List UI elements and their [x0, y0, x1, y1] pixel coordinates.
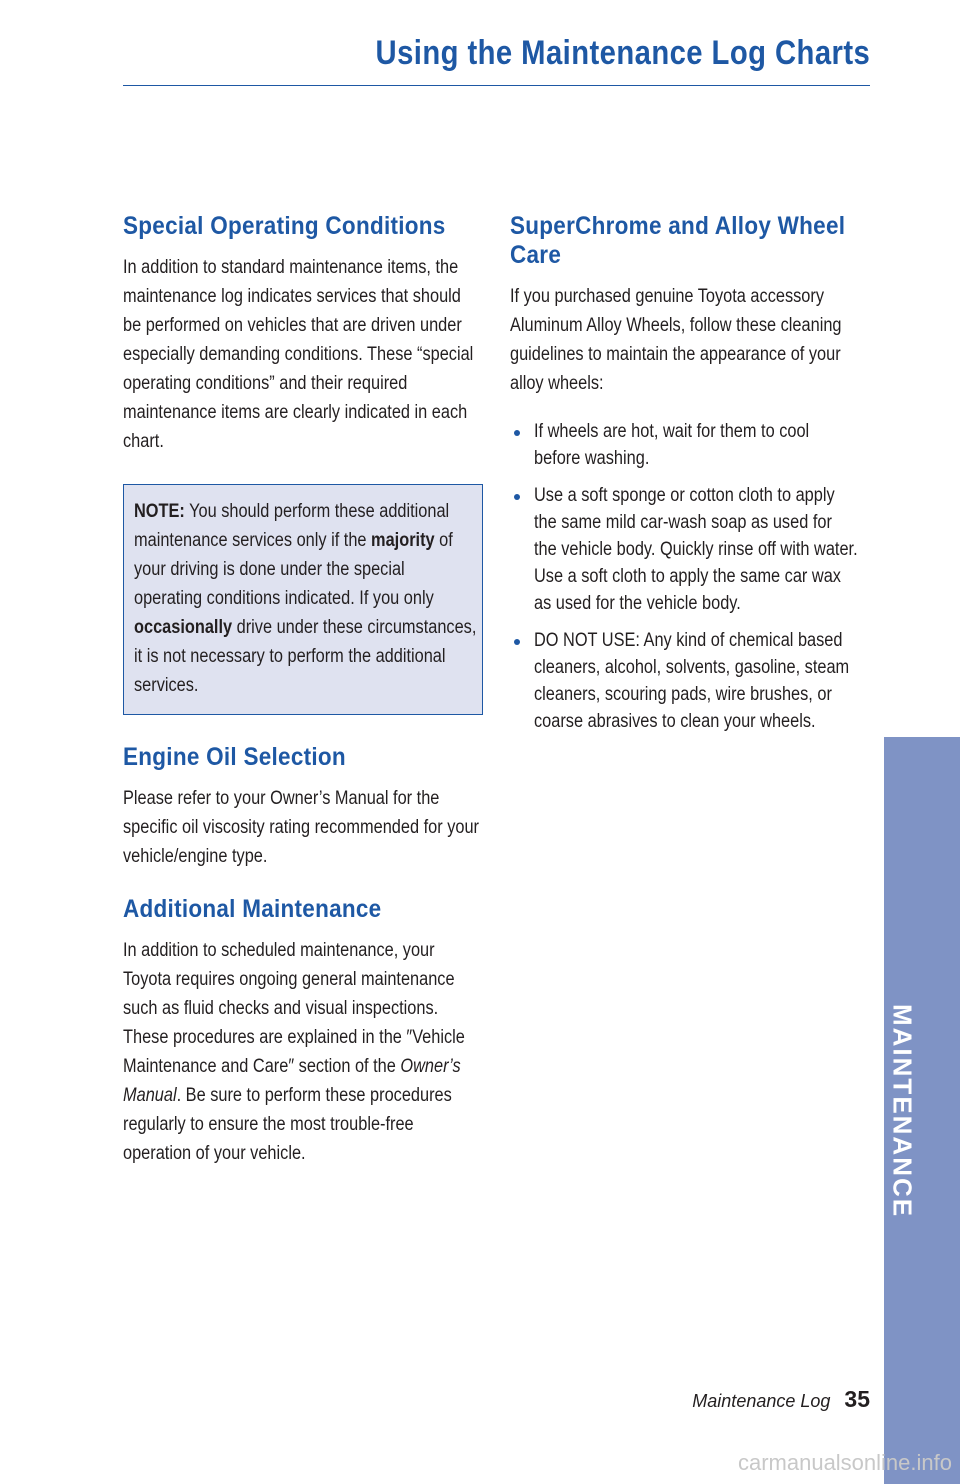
note-emphasis-occasionally: occasionally	[134, 617, 233, 638]
left-column	[123, 212, 483, 1186]
wheel-care-heading: SuperChrome and Alloy Wheel Care	[510, 212, 846, 269]
list-item	[510, 418, 870, 472]
special-conditions-body: In addition to standard maintenance items, the maintenance log indicates services that should be performed on vehicles that are driven under especially demanding conditions. These “special operating conditions” and their required maintenance items are clearly indicated in each chart.	[123, 257, 474, 452]
owners-manual-ref: Owner’s Manual	[123, 1056, 461, 1106]
note-text-3: drive under these circumstances, it is not necessary to perform the additional services.	[134, 617, 477, 696]
wheel-care-section	[510, 212, 870, 735]
bullet-text: DO NOT USE: Any kind of chemical based cleaners, alcohol, solvents, gasoline, steam cleaners, scouring pads, wire brushes, or coarse abrasives to clean your wheels.	[534, 630, 850, 732]
list-item	[510, 627, 870, 735]
side-tab-text: MAINTENANCE	[887, 1003, 918, 1219]
right-column	[510, 212, 870, 753]
wheel-care-bullets	[510, 418, 870, 735]
additional-maintenance-section	[123, 895, 483, 1168]
list-item	[510, 482, 870, 617]
bullet-icon	[514, 430, 520, 436]
note-label: NOTE:	[134, 501, 185, 522]
additional-text-1: In addition to scheduled maintenance, your Toyota requires ongoing general maintenance such as fluid checks and visual inspections. These procedures are explained in the ″Vehicle Maintenance and Care″ section of the	[123, 940, 465, 1077]
engine-oil-body: Please refer to your Owner’s Manual for the specific oil viscosity rating recommended for your vehicle/engine type.	[123, 788, 479, 867]
watermark: carmanualsonline.info	[737, 1450, 952, 1475]
page-footer	[692, 1386, 870, 1413]
footer-label: Maintenance Log	[692, 1391, 831, 1411]
note-text-2: of your driving is done under the special operating conditions indicated. If you only	[134, 530, 453, 609]
note-text	[134, 497, 477, 700]
additional-maintenance-heading: Additional Maintenance	[123, 895, 382, 923]
note-text-1: You should perform these additional maintenance services only if the	[134, 501, 450, 551]
bullet-icon	[514, 639, 520, 645]
engine-oil-section	[123, 743, 483, 871]
additional-maintenance-body	[123, 936, 482, 1168]
note-box	[123, 484, 483, 715]
special-conditions-section	[123, 212, 483, 456]
additional-text-2: . Be sure to perform these procedures regularly to ensure the most trouble-free operation of your vehicle.	[123, 1085, 452, 1164]
page-header	[123, 34, 870, 86]
note-emphasis-majority: majority	[371, 530, 435, 551]
bullet-icon	[514, 494, 520, 500]
bullet-text: Use a soft sponge or cotton cloth to apply the same mild car-wash soap as used for the vehicle body. Quickly rinse off with water. Use a soft cloth to apply the same car wax as used for the vehicle body.	[534, 485, 858, 614]
special-conditions-heading: Special Operating Conditions	[123, 212, 446, 240]
page-number: 35	[844, 1386, 870, 1412]
bullet-text: If wheels are hot, wait for them to cool before washing.	[534, 421, 810, 469]
wheel-care-body: If you purchased genuine Toyota accessory Aluminum Alloy Wheels, follow these cleaning guidelines to maintain the appearance of your alloy wheels:	[510, 286, 842, 394]
engine-oil-heading: Engine Oil Selection	[123, 743, 346, 771]
side-tab-label	[884, 1000, 920, 1222]
page-title: Using the Maintenance Log Charts	[375, 34, 870, 72]
